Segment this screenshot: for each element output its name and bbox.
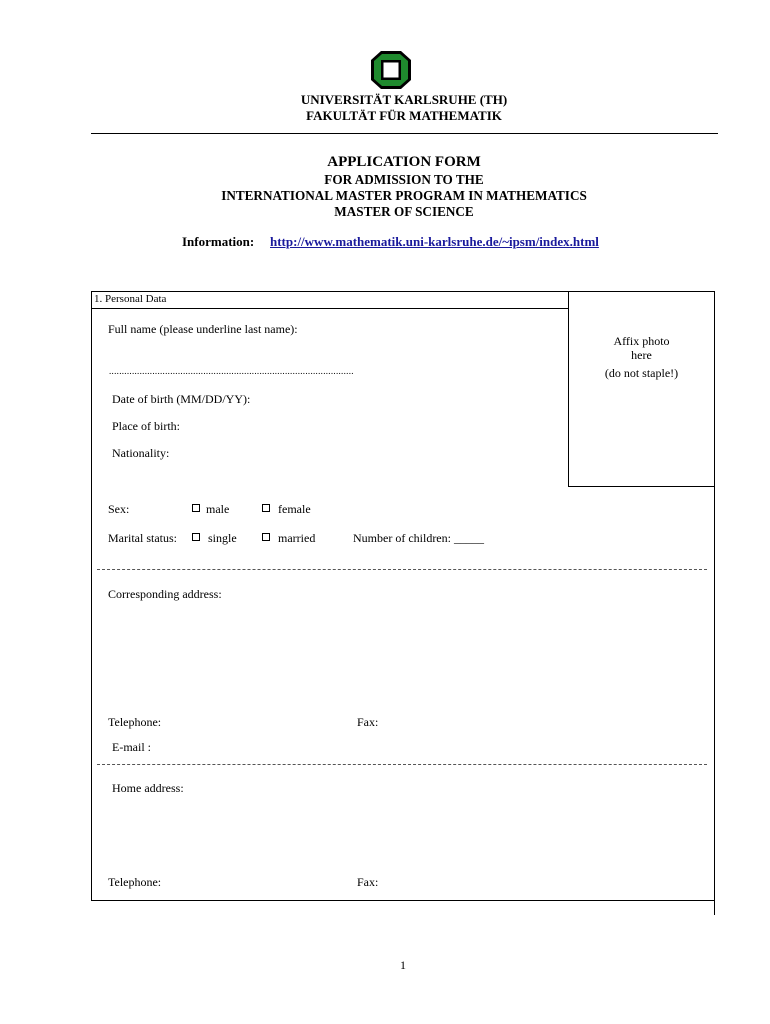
form-subtitle-1: FOR ADMISSION TO THE [324,172,484,187]
faculty-name: FAKULTÄT FÜR MATHEMATIK [306,108,502,123]
male-option-label: male [206,502,230,516]
married-option-label: married [278,531,316,545]
form-subtitle-3: MASTER OF SCIENCE [334,204,474,219]
marital-status-label: Marital status: [108,531,177,545]
corresponding-address-label: Corresponding address: [108,587,222,601]
male-checkbox[interactable] [192,504,200,512]
section-heading: 1. Personal Data [94,293,167,305]
frame-corner-mark [714,901,715,915]
female-option-label: female [278,502,311,516]
telephone-label: Telephone: [108,715,162,729]
university-logo [371,51,411,89]
information-label: Information: [182,234,255,249]
home-address-label: Home address: [112,781,184,795]
photo-box [568,291,715,487]
photo-instruction-2: here [631,348,652,362]
form-title: APPLICATION FORM [327,154,481,170]
page-number: 1 [400,958,406,972]
full-name-field[interactable]: ................................................................................................ [109,366,354,376]
home-fax-label: Fax: [357,875,379,889]
header-rule [91,133,718,134]
sex-label: Sex: [108,502,130,516]
separator-1 [97,569,707,570]
date-of-birth-label: Date of birth (MM/DD/YY): [112,392,251,406]
nationality-label: Nationality: [112,446,170,460]
email-label: E-mail : [112,740,151,754]
university-name: UNIVERSITÄT KARLSRUHE (TH) [300,92,508,107]
photo-instruction-1: Affix photo [613,334,670,348]
single-checkbox[interactable] [192,533,200,541]
separator-2 [97,764,707,765]
fax-label: Fax: [357,715,379,729]
full-name-label: Full name (please underline last name): [108,322,298,336]
home-telephone-label: Telephone: [108,875,162,889]
place-of-birth-label: Place of birth: [112,419,180,433]
photo-instruction-3: (do not staple!) [604,366,679,380]
information-link[interactable]: http://www.mathematik.uni-karlsruhe.de/~ipsm/index.html [270,234,599,249]
married-checkbox[interactable] [262,533,270,541]
number-of-children-field[interactable]: Number of children: _____ [353,531,484,545]
female-checkbox[interactable] [262,504,270,512]
form-subtitle-2: INTERNATIONAL MASTER PROGRAM IN MATHEMATICS [221,188,587,203]
single-option-label: single [208,531,237,545]
